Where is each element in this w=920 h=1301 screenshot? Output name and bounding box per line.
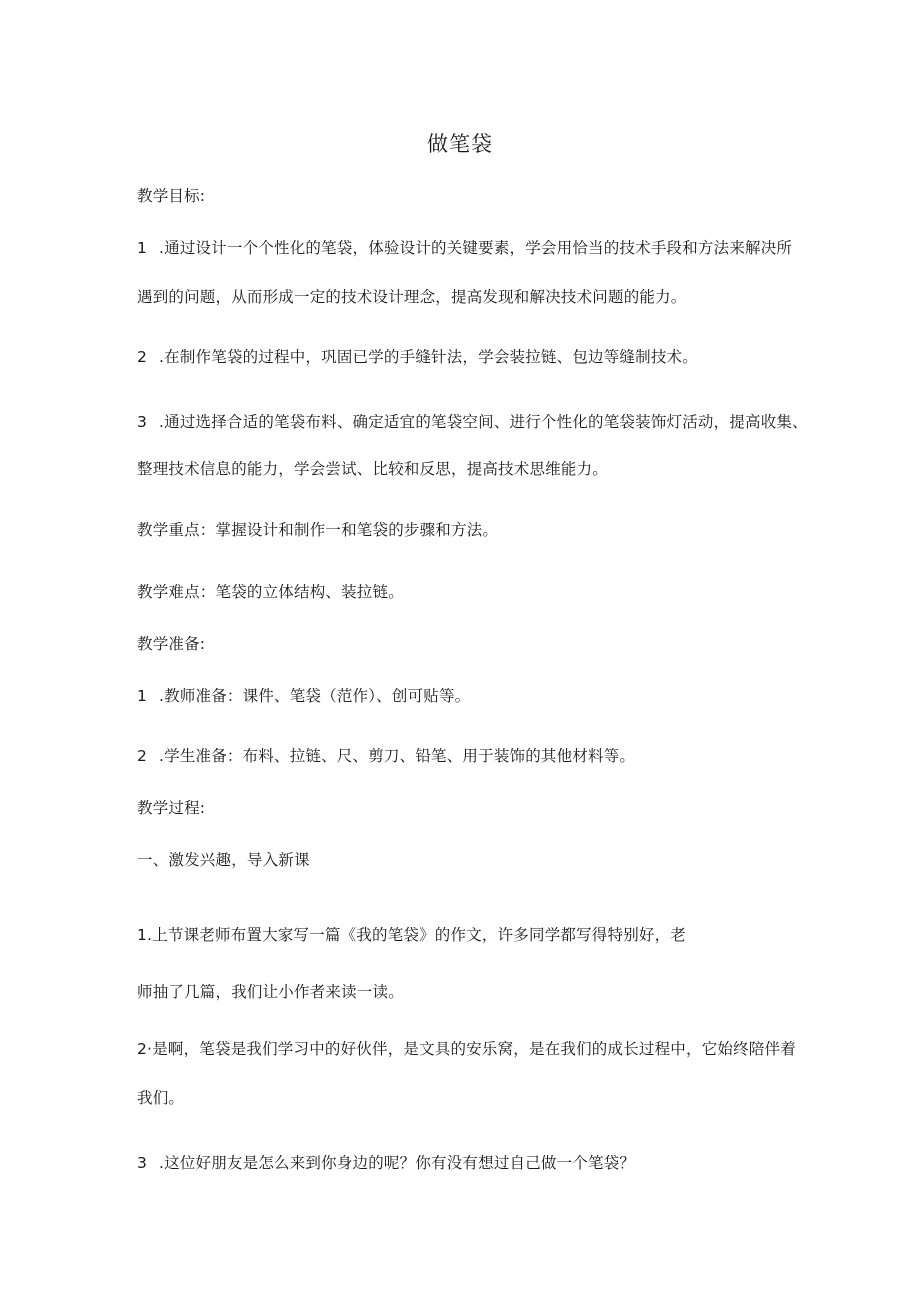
difficulty: 教学难点：笔袋的立体结构、装拉链。 xyxy=(137,583,404,601)
objective-1-number: 1 xyxy=(137,239,148,257)
step-3 xyxy=(137,1153,635,1173)
objective-3-text: .通过选择合适的笔袋布料、确定适宜的笔袋空间、进行个性化的笔袋装饰灯活动，提高收集、 xyxy=(159,413,808,431)
objective-1-line-1 xyxy=(137,238,792,258)
objective-3-line-1 xyxy=(137,412,808,432)
prep-2 xyxy=(137,746,635,766)
objective-2-line-1 xyxy=(137,347,698,367)
prep-1-number: 1 xyxy=(137,687,148,705)
section-1-heading: 一、激发兴趣，导入新课 xyxy=(137,851,310,869)
objective-2-number: 2 xyxy=(137,348,148,366)
prep-1 xyxy=(137,686,470,706)
key-point: 教学重点：掌握设计和制作一和笔袋的步骤和方法。 xyxy=(137,521,499,539)
step-3-text: .这位好朋友是怎么来到你身边的呢？你有没有想过自己做一个笔袋？ xyxy=(159,1154,636,1172)
objective-3-line-2: 整理技术信息的能力，学会尝试、比较和反思，提高技术思维能力。 xyxy=(137,460,609,478)
preparation-heading: 教学准备: xyxy=(137,635,206,653)
step-2-line-1: 2·是啊，笔袋是我们学习中的好伙伴，是文具的安乐窝，是在我们的成长过程中，它始终陪伴着 xyxy=(137,1040,796,1058)
objective-2-text: .在制作笔袋的过程中，巩固已学的手缝针法，学会装拉链、包边等缝制技术。 xyxy=(159,348,698,366)
objective-1-line-2: 遇到的问题，从而形成一定的技术设计理念，提高发现和解决技术问题的能力。 xyxy=(137,288,687,306)
prep-2-text: .学生准备：布料、拉链、尺、剪刀、铅笔、用于装饰的其他材料等。 xyxy=(159,747,636,765)
page-title: 做笔袋 xyxy=(427,132,493,156)
objective-1-text: .通过设计一个个性化的笔袋，体验设计的关键要素，学会用恰当的技术手段和方法来解决所 xyxy=(159,239,793,257)
process-heading: 教学过程: xyxy=(137,799,206,817)
step-2-line-2: 我们。 xyxy=(137,1089,185,1107)
step-3-number: 3 xyxy=(137,1154,148,1172)
prep-1-text: .教师准备：课件、笔袋（范作）、创可贴等。 xyxy=(159,687,471,705)
prep-2-number: 2 xyxy=(137,747,148,765)
objective-3-number: 3 xyxy=(137,413,148,431)
step-1-line-1: 1.上节课老师布置大家写一篇《我的笔袋》的作文，许多同学都写得特别好，老 xyxy=(137,926,686,944)
objectives-heading: 教学目标: xyxy=(137,187,206,205)
step-1-line-2: 师抽了几篇，我们让小作者来读一读。 xyxy=(137,983,404,1001)
